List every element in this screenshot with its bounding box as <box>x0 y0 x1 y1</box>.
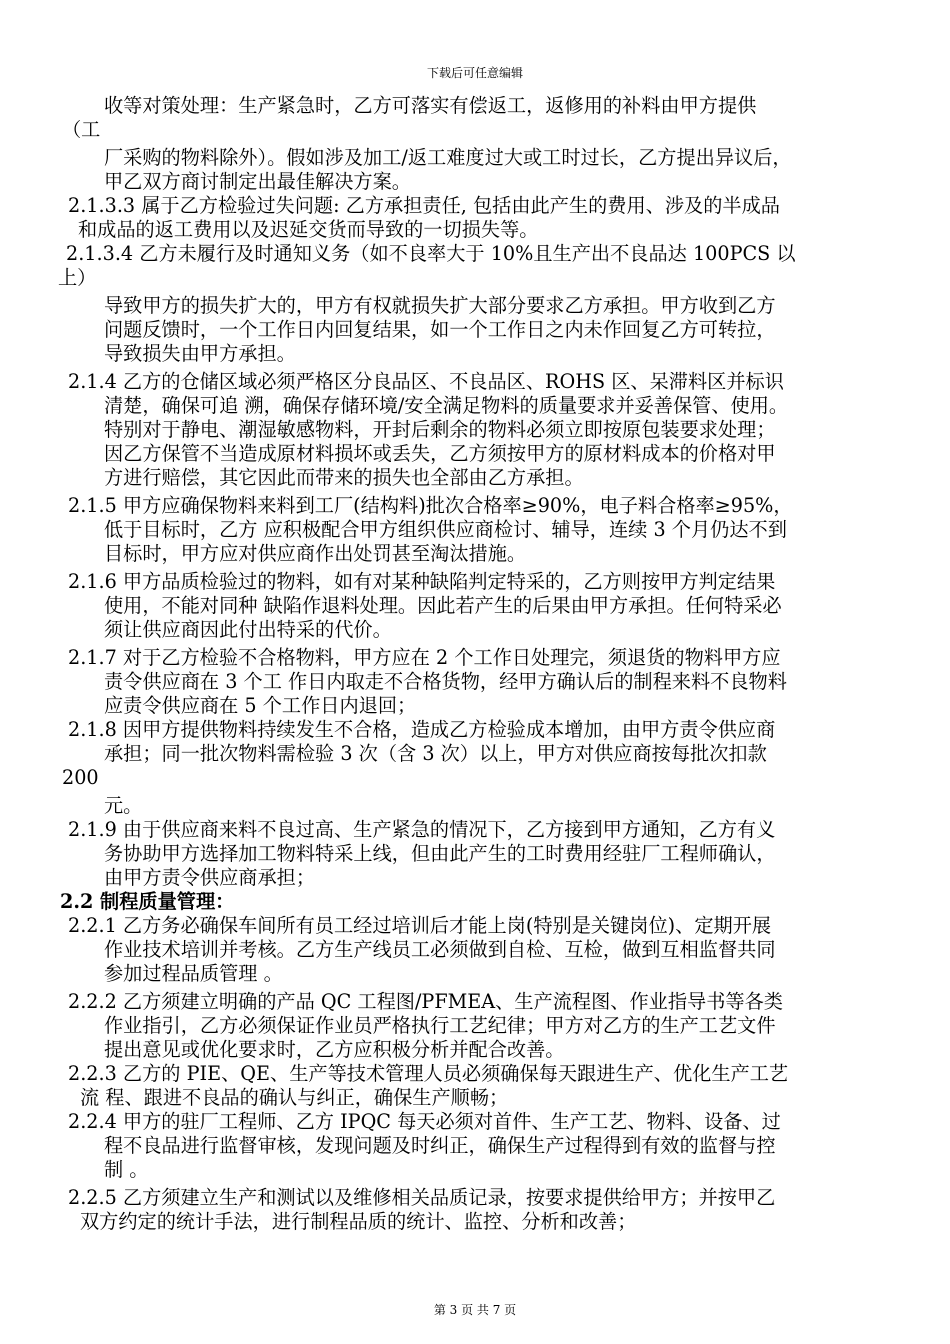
text-line: 程不良品进行监督审核，发现问题及时纠正，确保生产过程得到有效的监督与控 <box>104 1134 776 1157</box>
text-line: 2.2.3 乙方的 PIE、QE、生产等技术管理人员必须确保每天跟进生产、优化生产工艺 <box>68 1062 789 1085</box>
text-line: 承担；同一批次物料需检验 3 次（含 3 次）以上，甲方对供应商按每批次扣款 <box>104 742 767 765</box>
text-line: 特别对于静电、潮湿敏感物料，开封后剩余的物料必须立即按原包装要求处理； <box>104 418 776 441</box>
text-line: 清楚，确保可追 溯，确保存储环境/安全满足物料的质量要求并妥善保管、使用。 <box>104 394 789 417</box>
section-heading: 2.2 制程质量管理： <box>60 890 235 913</box>
text-line: 因乙方保管不当造成原材料损坏或丢失，乙方须按甲方的原材料成本的价格对甲 <box>104 442 776 465</box>
text-line: 制 。 <box>104 1158 149 1181</box>
text-line: 2.1.5 甲方应确保物料来料到工厂(结构料)批次合格率≥90%，电子料合格率≥95%， <box>68 494 793 517</box>
text-line: 问题反馈时，一个工作日内回复结果，如一个工作日之内未作回复乙方可转拉， <box>104 318 776 341</box>
text-line: 2.2.1 乙方务必确保车间所有员工经过培训后才能上岗(特别是关键岗位)、定期开展 <box>68 914 772 937</box>
text-line: 2.2.2 乙方须建立明确的产品 QC 工程图/PFMEA、生产流程图、作业指导书等各类 <box>68 990 783 1013</box>
text-line: 2.1.7 对于乙方检验不合格物料，甲方应在 2 个工作日处理完，须退货的物料甲方应 <box>68 646 781 669</box>
text-line: 收等对策处理：生产紧急时，乙方可落实有偿返工，返修用的补料由甲方提供 <box>104 94 757 117</box>
text-line: 参加过程品质管理 。 <box>104 962 283 985</box>
text-line: 作业指引，乙方必须保证作业员严格执行工艺纪律；甲方对乙方的生产工艺文件 <box>104 1014 776 1037</box>
text-line: 元。 <box>104 794 143 817</box>
text-line: 2.1.4 乙方的仓储区域必须严格区分良品区、不良品区、ROHS 区、呆滞料区并标识 <box>68 370 784 393</box>
text-line: 2.1.3.3 属于乙方检验过失问题: 乙方承担责任, 包括由此产生的费用、涉及的半成品 <box>68 194 780 217</box>
text-line: 目标时，甲方应对供应商作出处罚甚至淘汰措施。 <box>104 542 527 565</box>
text-line: 上） <box>58 266 97 289</box>
text-line: 使用，不能对同种 缺陷作退料处理。因此若产生的后果由甲方承担。任何特采必 <box>104 594 782 617</box>
text-line: 200 <box>62 766 99 789</box>
text-line: 甲乙双方商讨制定出最佳解决方案。 <box>104 170 411 193</box>
page-footer: 第 3 页 共 7 页 <box>433 1303 517 1317</box>
text-line: 2.2.4 甲方的驻厂工程师、乙方 IPQC 每天必须对首件、生产工艺、物料、设备、过 <box>68 1110 781 1133</box>
text-line: 2.1.3.4 乙方未履行及时通知义务（如不良率大于 10%且生产出不良品达 100PCS 以 <box>66 242 796 265</box>
text-line: 导致损失由甲方承担。 <box>104 342 296 365</box>
text-line: 2.1.9 由于供应商来料不良过高、生产紧急的情况下，乙方接到甲方通知，乙方有义 <box>68 818 776 841</box>
text-line: 由甲方责令供应商承担； <box>104 866 316 889</box>
text-line: 和成品的返工费用以及迟延交货而导致的一切损失等。 <box>78 218 539 241</box>
text-line: 流 程、跟进不良品的确认与纠正，确保生产顺畅； <box>80 1086 509 1109</box>
text-line: 厂采购的物料除外）。假如涉及加工/返工难度过大或工时过长，乙方提出异议后， <box>104 146 792 169</box>
text-line: 2.1.6 甲方品质检验过的物料，如有对某种缺陷判定特采的，乙方则按甲方判定结果 <box>68 570 776 593</box>
page-header: 下载后可任意编辑 <box>426 66 523 80</box>
text-line: 方进行赔偿，其它因此而带来的损失也全部由乙方承担。 <box>104 466 584 489</box>
text-line: 2.1.8 因甲方提供物料持续发生不合格，造成乙方检验成本增加，由甲方责令供应商 <box>68 718 776 741</box>
text-line: 应责令供应商在 5 个工作日内退回； <box>104 694 417 717</box>
text-line: 提出意见或优化要求时，乙方应积极分析并配合改善。 <box>104 1038 565 1061</box>
text-line: 双方约定的统计手法，进行制程品质的统计、监控、分析和改善； <box>80 1210 637 1233</box>
text-line: （工 <box>62 118 101 141</box>
text-line: 须让供应商因此付出特采的代价。 <box>104 618 392 641</box>
text-line: 作业技术培训并考核。乙方生产线员工必须做到自检、互检，做到互相监督共同 <box>104 938 776 961</box>
text-line: 低于目标时，乙方 应积极配合甲方组织供应商检讨、辅导，连续 3 个月仍达不到 <box>104 518 787 541</box>
text-line: 2.2.5 乙方须建立生产和测试以及维修相关品质记录，按要求提供给甲方；并按甲乙 <box>68 1186 776 1209</box>
text-line: 务协助甲方选择加工物料特采上线，但由此产生的工时费用经驻厂工程师确认， <box>104 842 776 865</box>
text-line: 责令供应商在 3 个工 作日内取走不合格货物，经甲方确认后的制程来料不良物料 <box>104 670 787 693</box>
text-line: 导致甲方的损失扩大的，甲方有权就损失扩大部分要求乙方承担。甲方收到乙方 <box>104 294 776 317</box>
